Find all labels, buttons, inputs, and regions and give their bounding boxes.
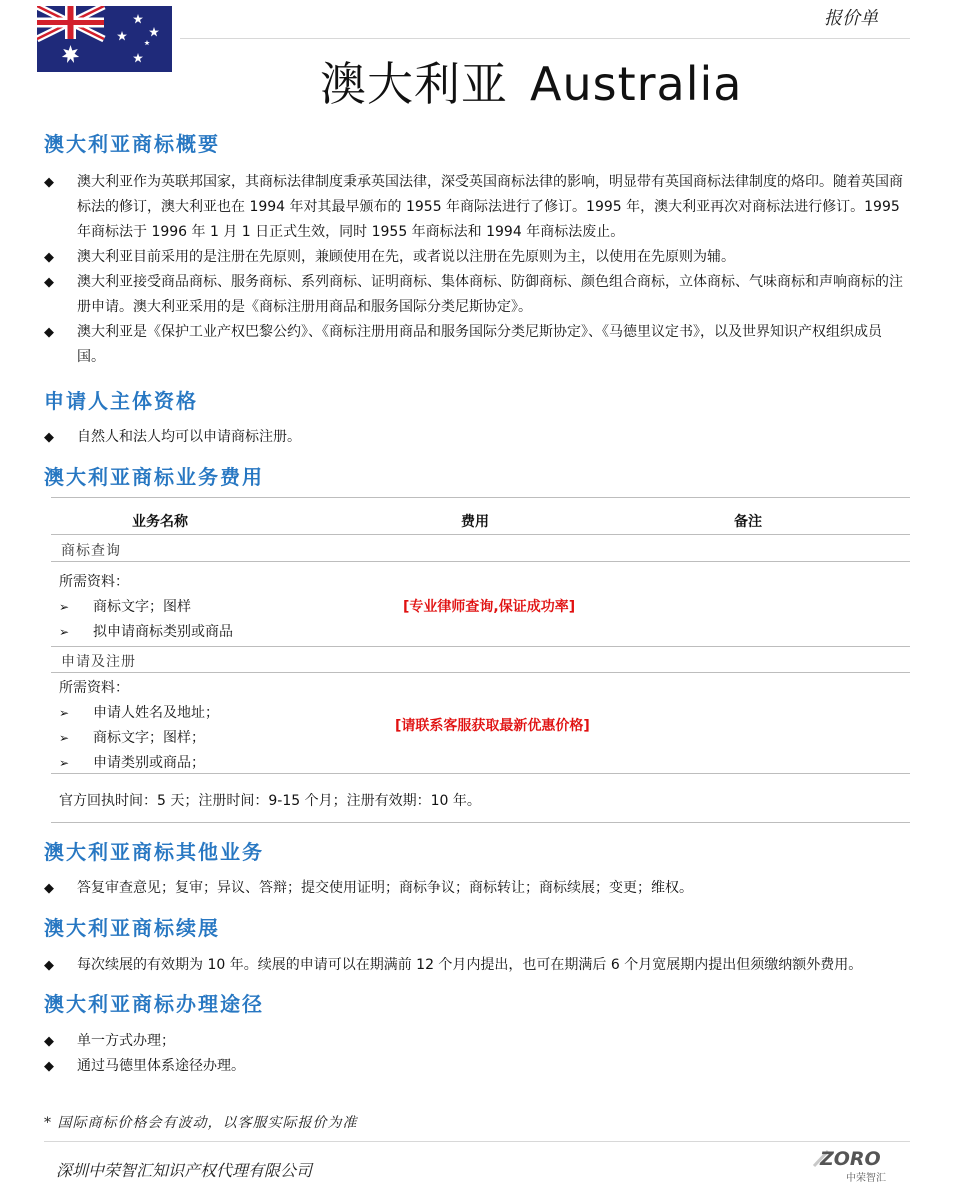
registration-requirements-label: 所需资料： (59, 680, 129, 696)
diamond-bullet-icon: ◆ (44, 958, 54, 973)
document-type-label: 报价单 (824, 8, 878, 29)
row-title-search: 商标查询 (61, 543, 121, 559)
route-list (44, 1029, 904, 1079)
table-rule (51, 646, 910, 647)
table-row: ➢ 申请人姓名及地址； (59, 705, 219, 721)
table-rule (51, 773, 910, 774)
header-divider (180, 38, 910, 39)
footer-divider (44, 1141, 910, 1142)
arrow-bullet-icon: ➢ (59, 625, 70, 639)
table-rule (51, 822, 910, 823)
list-item: ◆ 单一方式办理； (44, 1029, 904, 1054)
list-item: ◆ 澳大利亚作为英联邦国家，其商标法律制度秉承英国法律，深受英国商标法律的影响，明显带有英国商标法律制度的烙印。随着英国商标法的修订，澳大利亚也在 1994 年对其最早颁布的 1955 年商际法进行了修订。1995 年，澳大利亚再次对商标法进行修订。1995 年商标法于 1996 年 1 月 1 日正式生效，同时 1955 年商标法和 1994 年商标法废止。 (44, 170, 904, 245)
section-heading-eligibility: 申请人主体资格 (44, 389, 198, 413)
table-row: ➢ 申请类别或商品； (59, 755, 205, 771)
list-item: ◆ 澳大利亚目前采用的是注册在先原则，兼顾使用在先，或者说以注册在先原则为主，以使用在先原则为辅。 (44, 245, 904, 270)
diamond-bullet-icon: ◆ (44, 250, 54, 265)
table-row: ➢ 商标文字；图样； (59, 730, 205, 746)
search-fee-note: [专业律师查询,保证成功率] (403, 599, 576, 615)
logo-subtitle: 中荣智汇 (846, 1173, 886, 1184)
list-item: ◆ 自然人和法人均可以申请商标注册。 (44, 425, 904, 450)
arrow-bullet-icon: ➢ (59, 731, 70, 745)
section-heading-fees: 澳大利亚商标业务费用 (44, 465, 264, 489)
column-header-fee: 费用 (461, 514, 489, 530)
diamond-bullet-icon: ◆ (44, 881, 54, 896)
fee-table-footer: 官方回执时间：5 天；注册时间：9-15 个月；注册有效期：10 年。 (59, 793, 481, 809)
australia-flag-icon (37, 6, 172, 72)
logo-text: ZORO (820, 1148, 881, 1170)
section-heading-overview: 澳大利亚商标概要 (44, 132, 220, 156)
title-english: Australia (530, 57, 743, 111)
price-disclaimer: * 国际商标价格会有波动，以客服实际报价为准 (44, 1115, 358, 1131)
list-item: ◆ 通过马德里体系途径办理。 (44, 1054, 904, 1079)
table-row: ➢ 商标文字；图样 (59, 599, 191, 615)
arrow-bullet-icon: ➢ (59, 600, 70, 614)
eligibility-list (44, 425, 904, 450)
list-item: ◆ 澳大利亚是《保护工业产权巴黎公约》、《商标注册用商品和服务国际分类尼斯协定》、《马德里议定书》，以及世界知识产权组织成员国。 (44, 320, 904, 370)
diamond-bullet-icon: ◆ (44, 275, 54, 290)
column-header-service: 业务名称 (132, 514, 188, 530)
other-list (44, 876, 904, 901)
title-chinese: 澳大利亚 (320, 57, 508, 111)
registration-fee-note: [请联系客服获取最新优惠价格] (395, 718, 590, 734)
diamond-bullet-icon: ◆ (44, 325, 54, 340)
row-title-registration: 申请及注册 (61, 654, 136, 670)
diamond-bullet-icon: ◆ (44, 1034, 54, 1049)
renewal-list (44, 953, 904, 978)
table-rule (51, 561, 910, 562)
list-item: ◆ 澳大利亚接受商品商标、服务商标、系列商标、证明商标、集体商标、防御商标、颜色组合商标，立体商标、气味商标和声响商标的注册申请。澳大利亚采用的是《商标注册用商品和服务国际分类尼斯协定》。 (44, 270, 904, 320)
arrow-bullet-icon: ➢ (59, 756, 70, 770)
diamond-bullet-icon: ◆ (44, 430, 54, 445)
list-item: ◆ 每次续展的有效期为 10 年。续展的申请可以在期满前 12 个月内提出，也可在期满后 6 个月宽展期内提出但须缴纳额外费用。 (44, 953, 904, 978)
overview-list (44, 170, 904, 370)
table-rule (51, 497, 910, 498)
diamond-bullet-icon: ◆ (44, 175, 54, 190)
section-heading-other: 澳大利亚商标其他业务 (44, 840, 264, 864)
column-header-remark: 备注 (734, 514, 762, 530)
table-rule (51, 672, 910, 673)
page-title (320, 48, 742, 114)
table-row: ➢ 拟申请商标类别或商品 (59, 624, 233, 640)
section-heading-renewal: 澳大利亚商标续展 (44, 916, 220, 940)
section-heading-route: 澳大利亚商标办理途径 (44, 992, 264, 1016)
diamond-bullet-icon: ◆ (44, 1059, 54, 1074)
list-item: ◆ 答复审查意见；复审；异议、答辩；提交使用证明；商标争议；商标转让；商标续展；变更；维权。 (44, 876, 904, 901)
company-name: 深圳中荣智汇知识产权代理有限公司 (56, 1161, 313, 1180)
arrow-bullet-icon: ➢ (59, 706, 70, 720)
zoro-wordmark (806, 1146, 906, 1170)
table-rule (51, 534, 910, 535)
zoro-logo-icon (806, 1146, 906, 1186)
search-requirements-label: 所需资料： (59, 574, 129, 590)
